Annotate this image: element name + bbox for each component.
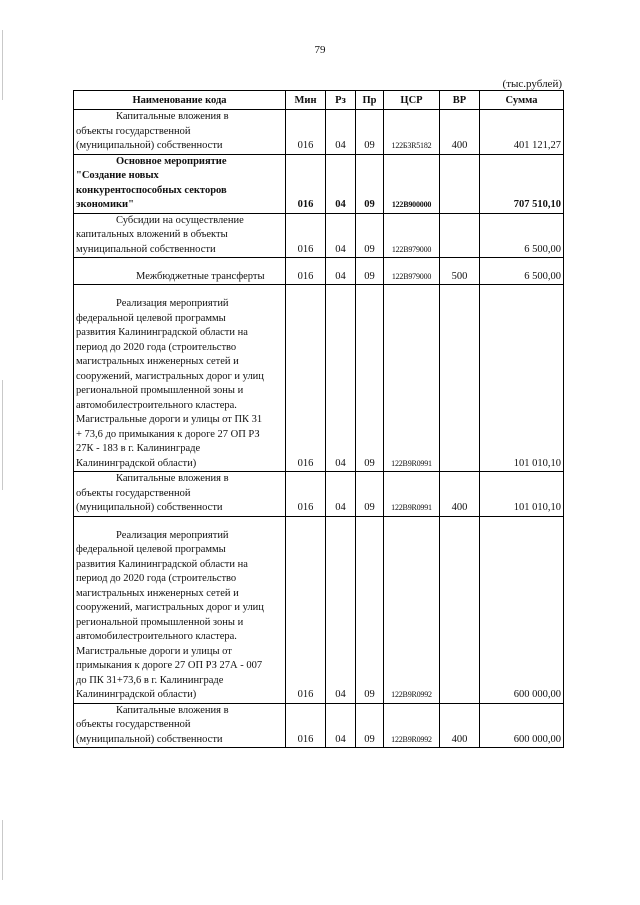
row-name-cell (74, 110, 286, 155)
row-vr (440, 213, 480, 258)
scan-edge-mark (2, 30, 3, 100)
row-pr: 09 (356, 258, 384, 285)
row-rz: 04 (326, 110, 356, 155)
row-csr: 122В9R0991 (384, 472, 440, 517)
table-row (74, 472, 564, 517)
row-name-line: примыкания к дороге 27 ОП РЗ 27А - 007 (76, 660, 263, 671)
row-name-line: Субсидии на осуществление (116, 214, 244, 226)
row-rz: 04 (326, 703, 356, 748)
row-csr: 122В900000 (384, 154, 440, 213)
row-min: 016 (286, 285, 326, 472)
table-row (74, 154, 564, 213)
row-name-line: + 73,6 до примыкания к дороге 27 ОП РЗ (76, 428, 260, 440)
scan-edge-mark (2, 820, 3, 880)
row-min: 016 (286, 472, 326, 517)
row-name-line: (муниципальной) собственности (76, 733, 223, 745)
row-csr: 122Б3R5182 (384, 110, 440, 155)
row-csr: 122В979000 (384, 213, 440, 258)
row-rz: 04 (326, 154, 356, 213)
table-row (74, 703, 564, 748)
row-csr: 122В9R0992 (384, 516, 440, 703)
table-row (74, 516, 564, 703)
row-name-cell (74, 703, 286, 748)
row-name-line: Основное мероприятие (116, 155, 227, 167)
row-rz: 04 (326, 285, 356, 472)
table-header-row (74, 91, 564, 110)
row-name-line: развития Калининградской области на (76, 327, 248, 338)
row-name-cell (74, 213, 286, 258)
row-name-line: федеральной целевой программы (76, 312, 226, 324)
row-name-line: капитальных вложений в объекты (76, 229, 228, 240)
row-name-line: федеральной целевой программы (76, 544, 226, 555)
row-name-line: региональной промышленной зоны и (76, 616, 244, 628)
row-name-cell (74, 472, 286, 517)
row-name-cell (74, 258, 286, 285)
row-csr: 122В9R0992 (384, 703, 440, 748)
row-name-line: автомобилестроительного кластера. (76, 399, 237, 411)
row-sum: 600 000,00 (480, 516, 564, 703)
row-sum: 6 500,00 (480, 258, 564, 285)
row-min: 016 (286, 516, 326, 703)
header-pr: Пр (356, 91, 384, 110)
header-vr: ВР (440, 91, 480, 110)
row-pr: 09 (356, 703, 384, 748)
header-rz: Рз (326, 91, 356, 110)
header-name: Наименование кода (74, 91, 286, 110)
row-sum: 401 121,27 (480, 110, 564, 155)
row-name-line: Капитальные вложения в (116, 704, 229, 716)
header-sum: Сумма (480, 91, 564, 110)
units-label: (тыс.рублей) (502, 78, 562, 90)
row-name-line: сооружений, магистральных дорог и улиц (76, 370, 264, 382)
row-name-line: автомобилестроительного кластера. (76, 631, 237, 642)
row-vr: 500 (440, 258, 480, 285)
row-name-line: муниципальной собственности (76, 243, 216, 255)
page-number: 79 (314, 44, 326, 56)
header-csr: ЦСР (384, 91, 440, 110)
scan-edge-mark (2, 380, 3, 490)
row-pr: 09 (356, 213, 384, 258)
row-rz: 04 (326, 516, 356, 703)
row-sum: 600 000,00 (480, 703, 564, 748)
row-name-line: Калининградской области) (76, 689, 197, 700)
row-csr: 122В9R0991 (384, 285, 440, 472)
row-name-line: объекты государственной (76, 125, 191, 137)
row-pr: 09 (356, 110, 384, 155)
header-min: Мин (286, 91, 326, 110)
row-rz: 04 (326, 213, 356, 258)
row-min: 016 (286, 110, 326, 155)
row-vr: 400 (440, 110, 480, 155)
row-name-line: до ПК 31+73,6 в г. Калининграде (76, 674, 224, 686)
row-name-line: объекты государственной (76, 719, 191, 730)
row-rz: 04 (326, 472, 356, 517)
row-name-line: Реализация мероприятий (116, 298, 229, 309)
row-name-line: сооружений, магистральных дорог и улиц (76, 602, 264, 613)
row-pr: 09 (356, 285, 384, 472)
row-name-line: Магистральные дороги и улицы от (76, 645, 232, 657)
row-csr: 122В979000 (384, 258, 440, 285)
row-name-line: (муниципальной) собственности (76, 140, 223, 151)
row-min: 016 (286, 154, 326, 213)
row-name-line: экономики" (76, 199, 134, 210)
row-name-line: конкурентоспособных секторов (76, 184, 227, 196)
row-sum: 707 510,10 (480, 154, 564, 213)
budget-table (73, 90, 564, 748)
row-name-line: Межбюджетные трансферты (136, 270, 265, 282)
row-name-cell (74, 516, 286, 703)
row-name-line: (муниципальной) собственности (76, 502, 223, 513)
row-name-line: период до 2020 года (строительство (76, 573, 237, 584)
row-sum: 101 010,10 (480, 472, 564, 517)
row-sum: 6 500,00 (480, 213, 564, 258)
row-pr: 09 (356, 516, 384, 703)
row-name-line: Капитальные вложения в (116, 111, 229, 122)
table-row (74, 110, 564, 155)
row-name-line: магистральных инженерных сетей и (76, 587, 239, 599)
row-name-line: региональной промышленной зоны и (76, 385, 244, 396)
row-pr: 09 (356, 154, 384, 213)
row-name-line: магистральных инженерных сетей и (76, 356, 239, 367)
row-vr (440, 516, 480, 703)
row-name-cell (74, 285, 286, 472)
row-sum: 101 010,10 (480, 285, 564, 472)
row-name-line: Реализация мероприятий (116, 529, 229, 541)
row-vr (440, 154, 480, 213)
row-rz: 04 (326, 258, 356, 285)
row-name-line: объекты государственной (76, 487, 191, 499)
row-name-line: 27К - 183 в г. Калининграде (76, 443, 201, 454)
row-name-line: период до 2020 года (строительство (76, 341, 237, 353)
row-name-line: развития Калининградской области на (76, 558, 248, 570)
table-row (74, 258, 564, 285)
row-name-line: Магистральные дороги и улицы от ПК 31 (76, 414, 263, 425)
table-row (74, 285, 564, 472)
row-name-line: Капитальные вложения в (116, 473, 229, 484)
row-vr: 400 (440, 703, 480, 748)
row-name-line: Калининградской области) (76, 457, 197, 469)
row-name-cell (74, 154, 286, 213)
row-name-line: "Создание новых (76, 170, 159, 181)
row-vr: 400 (440, 472, 480, 517)
row-min: 016 (286, 703, 326, 748)
row-vr (440, 285, 480, 472)
row-pr: 09 (356, 472, 384, 517)
table-row (74, 213, 564, 258)
row-min: 016 (286, 258, 326, 285)
row-min: 016 (286, 213, 326, 258)
